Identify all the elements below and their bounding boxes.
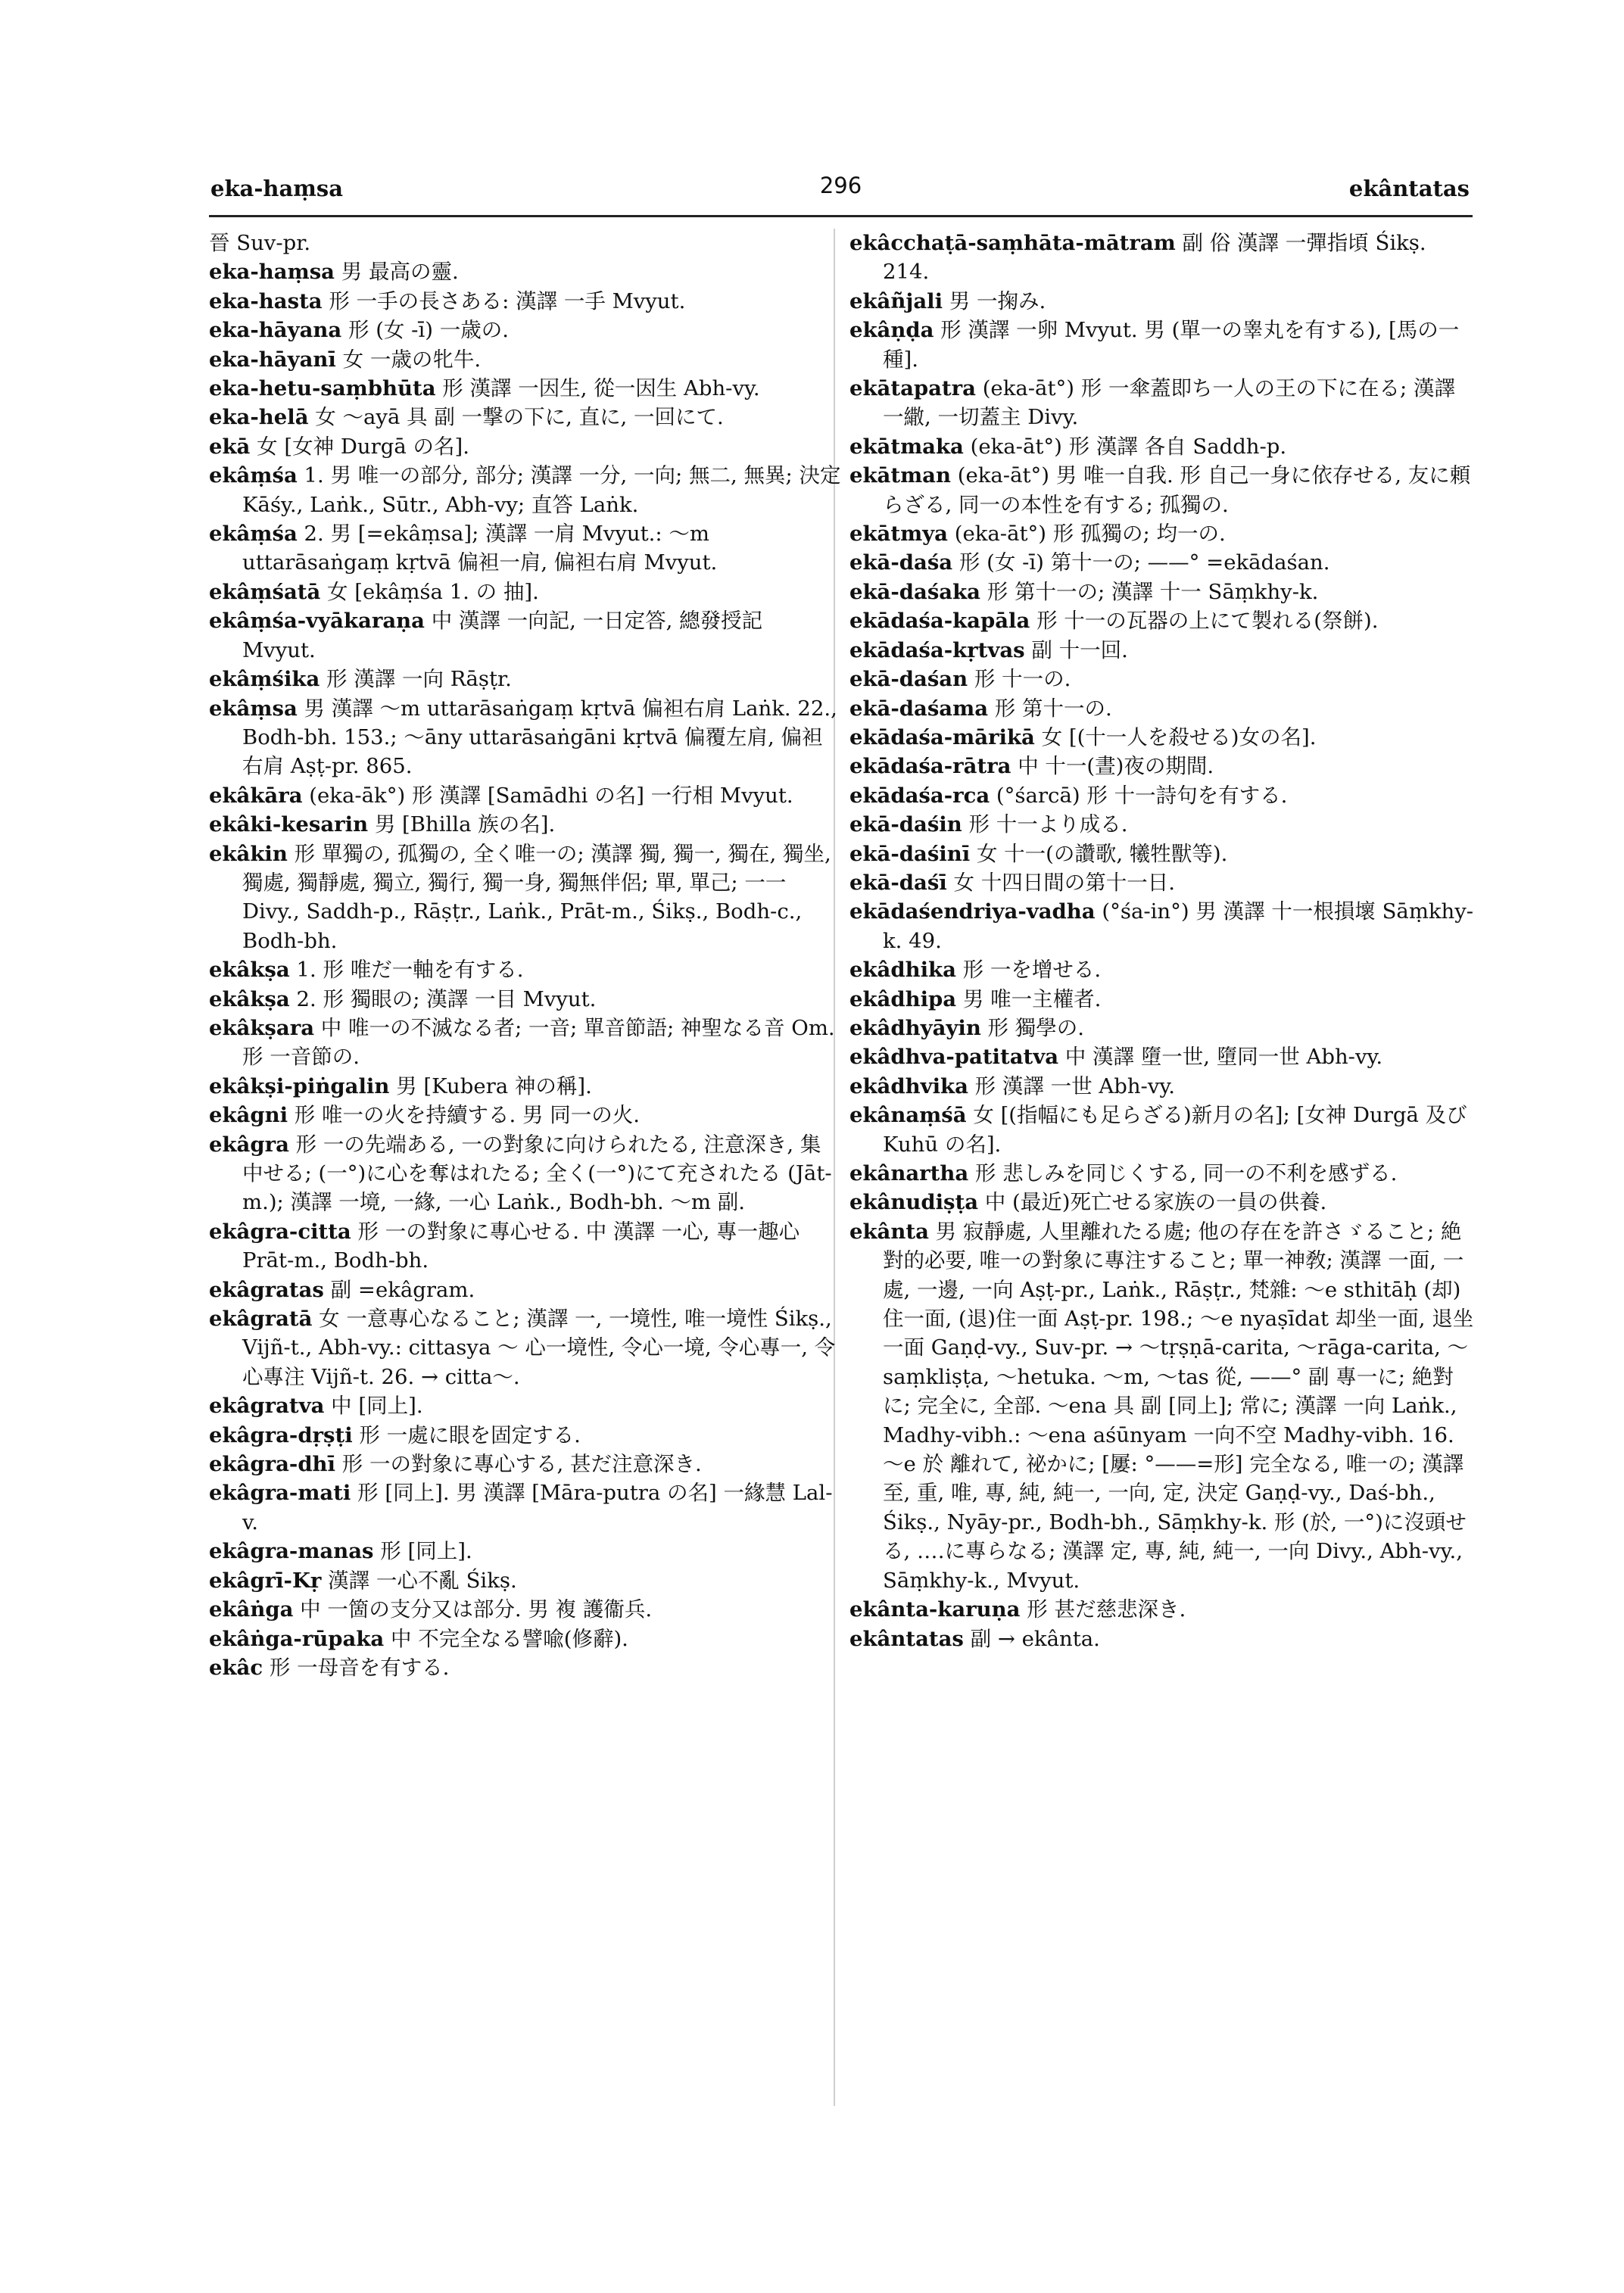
entry-definition: 女 [(指幅にも足らざる)新月の名]; [女神 Durgā 及び Kuhū の名]. <box>883 1103 1467 1157</box>
right-column <box>849 229 1478 1653</box>
entry-headword: eka-hāyanī <box>209 347 336 372</box>
dictionary-entry <box>209 287 841 316</box>
entry-definition: 漢譯 一心不亂 Śikṣ. <box>321 1568 517 1593</box>
dictionary-entry <box>209 1304 841 1391</box>
entry-headword: eka-haṃsa <box>209 260 335 285</box>
dictionary-entry <box>849 985 1478 1014</box>
entry-headword: ekânta-karuṇa <box>849 1597 1021 1622</box>
entry-headword: ekâgra-citta <box>209 1219 351 1244</box>
dictionary-entry <box>849 1072 1478 1101</box>
entry-definition: (eka-āt°) 男 唯一自我. 形 自己一身に依存せる, 友に頼らざる, 同一の本性を有する; 孤獨の. <box>883 463 1471 517</box>
entry-headword: ekātman <box>849 463 951 488</box>
dictionary-entry <box>849 519 1478 548</box>
page-header <box>209 173 1473 217</box>
dictionary-entry <box>209 985 841 1014</box>
entry-headword: ekā-daśan <box>849 667 968 692</box>
entry-definition: 中 [同上]. <box>324 1394 423 1419</box>
entry-definition: 中 一箇の支分又は部分. 男 複 護衞兵. <box>293 1597 653 1622</box>
entry-headword: ekâcchaṭā-saṃhāta-mātram <box>849 231 1176 255</box>
entry-headword: ekâdhva-patitatva <box>849 1045 1059 1070</box>
dictionary-entry <box>209 606 841 665</box>
entry-definition: 形 一處に眼を固定する. <box>352 1422 581 1447</box>
dictionary-entry <box>209 432 841 461</box>
dictionary-entry <box>849 316 1478 374</box>
entry-headword: ekātmya <box>849 522 948 547</box>
dictionary-entry <box>209 1450 841 1478</box>
entry-headword: ekātapatra <box>849 376 976 401</box>
entry-definition: 1. 形 唯だ一軸を有する. <box>289 958 524 983</box>
entry-headword: ekâgra-dṛṣṭi <box>209 1422 353 1447</box>
dictionary-entry <box>849 432 1478 461</box>
entry-definition: 形 漢譯 一向 Rāṣṭr. <box>320 667 512 692</box>
entry-definition: 形 悲しみを同じくする, 同一の不利を感ずる. <box>968 1161 1398 1185</box>
entry-definition: 副 十一回. <box>1024 637 1128 662</box>
entry-headword: ekâṃśika <box>209 667 320 692</box>
dictionary-entry <box>209 578 841 606</box>
dictionary-entry <box>849 1625 1478 1653</box>
dictionary-entry <box>209 1478 841 1537</box>
entry-headword: ekâṃśa <box>209 522 298 547</box>
dictionary-entry <box>849 694 1478 723</box>
dictionary-entry <box>209 345 841 374</box>
dictionary-entry <box>209 229 841 257</box>
entry-definition: 男 一掬み. <box>943 288 1046 313</box>
entry-headword: ekâṃśa-vyākaraṇa <box>209 609 425 634</box>
entry-headword: ekā-daśī <box>849 870 947 895</box>
entry-definition: 形 漢譯 一因生, 從一因生 Abh-vy. <box>435 376 760 401</box>
entry-headword: ekâgratā <box>209 1307 313 1332</box>
entry-headword: ekâgra-dhī <box>209 1452 335 1477</box>
dictionary-entry <box>849 1101 1478 1159</box>
entry-headword: ekâdhika <box>849 958 956 983</box>
entry-definition: 男 寂靜處, 人里離れたる處; 他の存在を許さゞること; 絶對的必要, 唯一の對象に專注すること; 單一神敎; 漢譯 一面, 一處, 一邊, 一向 Aṣṭ-pr., Laṅk., Rāṣṭr., 梵雜: 〜e sthitāḥ (却)住一面, (退)住一面 Aṣṭ-pr. 198.; 〜e nyaṣīdat 却坐一面, 退坐一面 Gaṇḍ-vy., Suv-pr. → 〜tṛṣṇā-carita, 〜rāga-carita, 〜saṃkliṣṭa, 〜hetuka. 〜m, 〜tas 從, ——° 副 專一に; 絶對に; 完全に, 全部. 〜ena 具 副 [同上]; 常に; 漢譯 一向 Laṅk., Madhy-vibh.: 〜ena aśūnyam 一向不空 Madhy-vibh. 16. 〜e 於 離れて, 祕かに; [屢: °——=形] 完全なる, 唯一の; 漢譯 至, 重, 唯, 專, 純, 純一, 一向, 定, 決定 Gaṇḍ-vy., Daś-bh., Śikṣ., Nyāy-pr., Bodh-bh., Sāṃkhy-k. 形 (於, 一°)に沒頭せる, ‥‥に專らなる; 漢譯 定, 專, 純, 純一, 一向 Divy., Abh-vy., Sāṃkhy-k., Mvyut. <box>883 1219 1474 1593</box>
left-column <box>209 229 841 1682</box>
dictionary-entry <box>209 694 841 781</box>
dictionary-entry <box>209 1072 841 1101</box>
entry-headword: ekânartha <box>849 1161 969 1185</box>
dictionary-entry <box>849 840 1478 868</box>
entry-headword: ekâdhipa <box>849 986 957 1011</box>
entry-definition: 形 一を增せる. <box>955 958 1102 983</box>
entry-definition: 女 十四日間の第十一日. <box>946 870 1175 895</box>
dictionary-entry <box>209 374 841 403</box>
dictionary-entry <box>849 374 1478 432</box>
entry-headword: ekā-daśin <box>849 812 962 837</box>
entry-definition: 男 漢譯 〜m uttarāsaṅgaṃ kṛtvā 偏袒右肩 Laṅk. 22., Bodh-bh. 153.; 〜āny uttarāsaṅgāni kṛtvā 偏覆左肩, 偏袒右肩 Aṣṭ-pr. 865. <box>242 696 837 779</box>
entry-headword: ekādaśa-kapāla <box>849 609 1030 634</box>
dictionary-entry <box>849 810 1478 839</box>
dictionary-entry <box>209 1101 841 1129</box>
entry-headword: ekâkṣa <box>209 986 290 1011</box>
entry-definition: 1. 男 唯一の部分, 部分; 漢譯 一分, 一向; 無二, 無異; 決定 Kāśy., Laṅk., Sūtr., Abh-vy; 直答 Laṅk. <box>242 463 841 517</box>
entry-definition: 副 俗 漢譯 一彈指頃 Śikṣ. 214. <box>883 231 1426 285</box>
dictionary-entry <box>849 636 1478 665</box>
dictionary-entry <box>209 1217 841 1276</box>
entry-definition: 中 不完全なる譬喩(修辭). <box>384 1626 628 1651</box>
entry-headword: ekā-daśinī <box>849 841 971 866</box>
entry-headword: ekādaśa-kṛtvas <box>849 637 1025 662</box>
page-number: 296 <box>819 173 862 198</box>
entry-definition: 中 唯一の不滅なる者; 一音; 單音節語; 神聖なる音 Om. 形 一音節の. <box>242 1015 835 1070</box>
entry-definition: 男 [Kubera 神の稱]. <box>389 1073 592 1098</box>
entry-definition: 晉 Suv-pr. <box>209 231 311 255</box>
dictionary-entry <box>209 1537 841 1566</box>
dictionary-entry <box>849 229 1478 287</box>
dictionary-entry <box>209 1130 841 1217</box>
entry-definition: 形 (女 -ī) 第十一の; ——° =ekādaśan. <box>952 550 1330 575</box>
entry-headword: ekâdhyāyin <box>849 1015 981 1040</box>
entry-definition: 女 [女神 Durgā の名]. <box>250 434 469 459</box>
entry-headword: ekânaṃśā <box>849 1103 967 1128</box>
entry-definition: 形 十一より成る. <box>962 812 1128 837</box>
dictionary-entry <box>849 1595 1478 1624</box>
dictionary-entry <box>849 287 1478 316</box>
entry-definition: 形 一の對象に專心する, 甚だ注意深き. <box>335 1452 702 1477</box>
entry-headword: eka-hetu-saṃbhūta <box>209 376 436 401</box>
entry-definition: 形 獨學の. <box>980 1015 1085 1040</box>
dictionary-entry <box>209 1566 841 1595</box>
left-running-head: eka-haṃsa <box>210 176 344 201</box>
dictionary-entry <box>209 1276 841 1304</box>
entry-definition: 女 〜ayā 具 副 一撃の下に, 直に, 一回にて. <box>308 405 724 430</box>
dictionary-entry <box>209 1595 841 1624</box>
entry-headword: ekâgratva <box>209 1394 325 1419</box>
entry-headword: ekânta <box>849 1219 929 1244</box>
entry-headword: ekâṇḍa <box>849 318 934 343</box>
entry-headword: eka-hasta <box>209 288 323 313</box>
dictionary-entry <box>209 781 841 810</box>
dictionary-entry <box>849 578 1478 606</box>
entry-headword: ekādaśendriya-vadha <box>849 899 1096 924</box>
entry-definition: 男 [Bhilla 族の名]. <box>368 812 556 837</box>
dictionary-entry <box>209 1625 841 1653</box>
entry-definition: (eka-āt°) 形 一傘蓋即ち一人の王の下に在る; 漢譯 一繖, 一切蓋主 Divy. <box>883 376 1455 430</box>
dictionary-entry <box>849 897 1478 955</box>
entry-headword: ekâkṣara <box>209 1015 315 1040</box>
entry-definition: 中 漢譯 墮一世, 墮同一世 Abh-vy. <box>1058 1045 1383 1070</box>
entry-headword: ekâkāra <box>209 783 303 808</box>
entry-headword: ekâgra-mati <box>209 1481 351 1506</box>
entry-definition: 男 唯一主權者. <box>956 986 1102 1011</box>
entry-definition: 男 最高の靈. <box>335 260 459 285</box>
entry-definition: 形 一の對象に專心せる. 中 漢譯 一心, 專一趣心 Prāt-m., Bodh-bh. <box>242 1219 800 1273</box>
dictionary-entry <box>849 548 1478 577</box>
entry-definition: 形 唯一の火を持續する. 男 同一の火. <box>288 1103 640 1128</box>
entry-headword: ekâṃsa <box>209 696 298 721</box>
entry-headword: ekādaśa-rca <box>849 783 990 808</box>
dictionary-entry <box>849 1014 1478 1042</box>
dictionary-entry <box>849 955 1478 984</box>
entry-headword: ekā-daśa <box>849 550 953 575</box>
dictionary-entry <box>209 403 841 431</box>
entry-definition: (eka-āk°) 形 漢譯 [Samādhi の名] 一行相 Mvyut. <box>302 783 793 808</box>
entry-definition: 形 [同上]. <box>373 1539 472 1564</box>
entry-definition: 中 十一(晝)夜の期間. <box>1011 754 1214 779</box>
entry-headword: ekântatas <box>849 1626 964 1651</box>
entry-definition: 形 第十一の; 漢譯 十一 Sāṃkhy-k. <box>980 579 1319 604</box>
entry-headword: ekātmaka <box>849 434 964 459</box>
entry-headword: ekâñjali <box>849 288 943 313</box>
entry-definition: 形 第十一の. <box>988 696 1112 721</box>
dictionary-entry <box>849 461 1478 519</box>
dictionary-entry <box>209 955 841 984</box>
entry-headword: ekâkin <box>209 841 288 866</box>
entry-definition: 形 (女 -ī) 一歳の. <box>341 318 509 343</box>
entry-definition: 形 十一の. <box>968 667 1071 692</box>
entry-definition: 形 漢譯 一卵 Mvyut. 男 (單一の睾丸を有する), [馬の一種]. <box>883 318 1460 372</box>
dictionary-entry <box>209 257 841 286</box>
dictionary-entry <box>209 1653 841 1682</box>
entry-definition: 形 十一の瓦器の上にて製れる(祭餅). <box>1030 609 1379 634</box>
entry-headword: ekâkṣa <box>209 958 290 983</box>
entry-definition: (°śa-in°) 男 漢譯 十一根損壞 Sāṃkhy-k. 49. <box>883 899 1474 953</box>
entry-headword: ekādaśa-rātra <box>849 754 1011 779</box>
entry-headword: ekādaśa-mārikā <box>849 724 1035 749</box>
entry-definition: (eka-āt°) 形 孤獨の; 均一の. <box>947 522 1226 547</box>
dictionary-entry <box>209 461 841 519</box>
right-running-head: ekântatas <box>1348 176 1470 201</box>
dictionary-entry <box>209 810 841 839</box>
entry-headword: ekânudiṣṭa <box>849 1190 979 1215</box>
entry-headword: ekā-daśama <box>849 696 989 721</box>
entry-definition: 中 (最近)死亡せる家族の一員の供養. <box>978 1190 1327 1215</box>
entry-definition: (eka-āt°) 形 漢譯 各自 Saddh-p. <box>963 434 1287 459</box>
dictionary-entry <box>209 1014 841 1072</box>
entry-headword: ekā-daśaka <box>849 579 981 604</box>
dictionary-entry <box>209 316 841 344</box>
dictionary-entry <box>209 519 841 578</box>
entry-headword: ekâc <box>209 1655 263 1680</box>
entry-headword: ekâgra-manas <box>209 1539 374 1564</box>
entry-definition: 中 漢譯 一向記, 一日定答, 總發授記 Mvyut. <box>242 609 763 662</box>
entry-definition: 形 一手の長さある: 漢譯 一手 Mvyut. <box>322 288 686 313</box>
entry-headword: ekâṅga <box>209 1597 294 1622</box>
dictionary-entry <box>209 840 841 956</box>
dictionary-entry <box>849 723 1478 752</box>
entry-definition: 副 → ekânta. <box>963 1626 1100 1651</box>
entry-headword: eka-helā <box>209 405 309 430</box>
entry-definition: 女 [ekâṃśa 1. の 抽]. <box>320 579 539 604</box>
dictionary-entry <box>849 665 1478 693</box>
entry-headword: ekâdhvika <box>849 1073 968 1098</box>
entry-headword: ekâkṣi-piṅgalin <box>209 1073 390 1098</box>
entry-headword: ekâgratas <box>209 1277 324 1302</box>
dictionary-entry <box>849 606 1478 635</box>
entry-definition: 形 一の先端ある, 一の對象に向けられたる, 注意深き, 集中せる; (一°)に心を奪はれたる; 全く(一°)にて充されたる (Jāt-m.); 漢譯 一境, 一緣, 一心 Laṅk., Bodh-bh. 〜m 副. <box>242 1132 832 1215</box>
entry-definition: 2. 形 獨眼の; 漢譯 一目 Mvyut. <box>289 986 597 1011</box>
entry-definition: 女 [(十一人を殺せる)女の名]. <box>1034 724 1317 749</box>
entry-headword: ekâṃśa <box>209 463 298 488</box>
entry-definition: 形 [同上]. 男 漢譯 [Māra-putra の名] 一緣慧 Lal-v. <box>242 1481 833 1534</box>
entry-headword: ekâgni <box>209 1103 288 1128</box>
entry-headword: ekâki-kesarin <box>209 812 369 837</box>
entry-headword: ekâgra <box>209 1132 289 1157</box>
dictionary-entry <box>209 1421 841 1450</box>
entry-headword: ekâṅga-rūpaka <box>209 1626 385 1651</box>
entry-headword: ekā <box>209 434 251 459</box>
entry-definition: 形 漢譯 一世 Abh-vy. <box>968 1073 1175 1098</box>
entry-definition: 副 =ekâgram. <box>323 1277 475 1302</box>
dictionary-entry <box>209 1391 841 1420</box>
entry-headword: ekâgrī-Kṛ <box>209 1568 322 1593</box>
entry-definition: 形 單獨の, 孤獨の, 全く唯一の; 漢譯 獨, 獨一, 獨在, 獨坐, 獨處, 獨靜處, 獨立, 獨行, 獨一身, 獨無伴侶; 單, 單己; 一一 Divy., Saddh-p., Rāṣṭr., Laṅk., Prāt-m., Śikṣ., Bodh-c., Bodh-bh. <box>242 841 831 953</box>
entry-definition: 女 一意專心なること; 漢譯 一, 一境性, 唯一境性 Śikṣ., Vijñ-t., Abh-vy.: cittasya 〜 心一境性, 令心一境, 令心專一, 令心專注 Vijñ-t. 26. → citta〜. <box>242 1307 836 1389</box>
entry-definition: 2. 男 [=ekâṃsa]; 漢譯 一肩 Mvyut.: 〜m uttarāsaṅgaṃ kṛtvā 偏袒一肩, 偏袒右肩 Mvyut. <box>242 522 718 575</box>
dictionary-entry <box>849 1217 1478 1595</box>
dictionary-entry <box>849 1159 1478 1188</box>
dictionary-entry <box>209 665 841 693</box>
dictionary-entry <box>849 752 1478 780</box>
dictionary-entry <box>849 868 1478 897</box>
entry-definition: 形 甚だ慈悲深き. <box>1020 1597 1186 1622</box>
dictionary-entry <box>849 1188 1478 1217</box>
entry-definition: 女 十一(の讚歌, 犧牲獸等). <box>970 841 1228 866</box>
dictionary-entry <box>849 781 1478 810</box>
entry-headword: ekâṃśatā <box>209 579 321 604</box>
entry-definition: (°śarcā) 形 十一詩句を有する. <box>990 783 1288 808</box>
entry-headword: eka-hāyana <box>209 318 342 343</box>
entry-definition: 女 一歳の牝牛. <box>335 347 482 372</box>
entry-definition: 形 一母音を有する. <box>263 1655 450 1680</box>
dictionary-entry <box>849 1042 1478 1071</box>
